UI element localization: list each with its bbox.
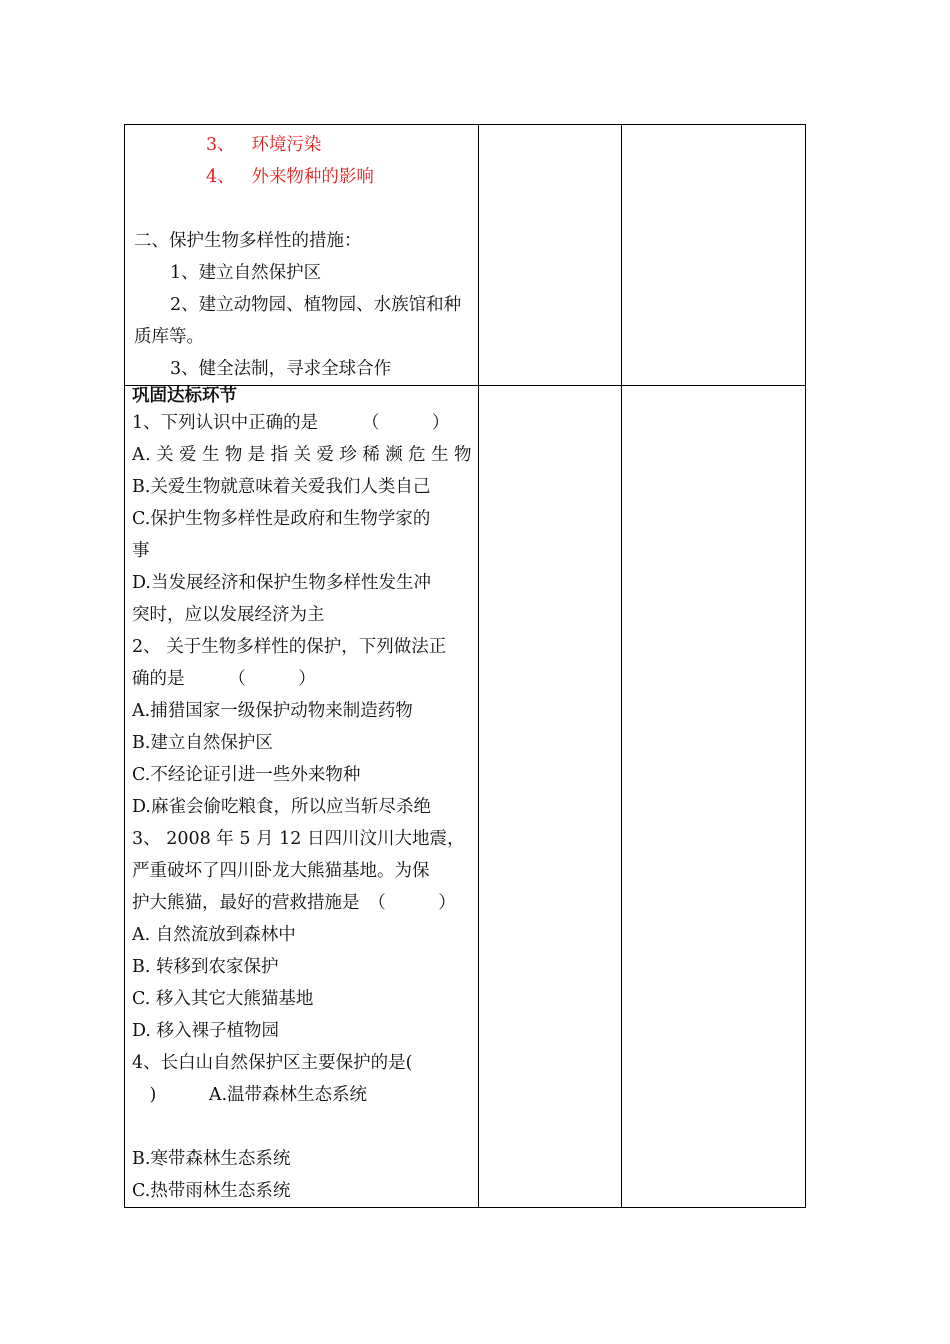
question-option: D.麻雀会偷吃粮食，所以应当斩尽杀绝 <box>132 797 431 817</box>
question-option: A. 自然流放到森林中 <box>132 925 296 945</box>
lesson-table <box>124 124 806 1208</box>
measure-item-continued: 质库等。 <box>134 327 204 347</box>
notes-cell <box>479 125 622 386</box>
measure-item: 1、建立自然保护区 <box>170 263 322 283</box>
question-option: D. 移入裸子植物园 <box>132 1021 280 1041</box>
question-stem-continued: 确的是 （ ） <box>132 669 316 689</box>
red-list-item: 4、 外来物种的影响 <box>206 167 374 187</box>
question-stem-continued: ) A.温带森林生态系统 <box>132 1085 368 1105</box>
question-stem: 3、 2008 年 5 月 12 日四川汶川大地震， <box>132 829 465 849</box>
question-stem-continued: 护大熊猫，最好的营救措施是 （ ） <box>132 893 456 913</box>
question-option: A.捕猎国家一级保护动物来制造药物 <box>132 701 413 721</box>
measure-item: 2、建立动物园、植物园、水族馆和种 <box>170 295 462 315</box>
question-option: B. 转移到农家保护 <box>132 957 279 977</box>
question-stem: 2、 关于生物多样性的保护，下列做法正 <box>132 637 447 657</box>
notes-cell <box>622 125 806 386</box>
question-option-continued: 突时，应以发展经济为主 <box>132 605 325 625</box>
question-option: C.保护生物多样性是政府和生物学家的 <box>132 509 431 529</box>
notes-cell <box>622 386 806 1208</box>
section-heading: 巩固达标环节 <box>132 386 237 406</box>
question-option: D.当发展经济和保护生物多样性发生冲 <box>132 573 431 593</box>
question-option: B.寒带森林生态系统 <box>132 1149 291 1169</box>
table-row <box>125 125 806 386</box>
question-option: C.不经论证引进一些外来物种 <box>132 765 361 785</box>
section-heading: 二、保护生物多样性的措施： <box>134 231 362 251</box>
red-list-item: 3、 环境污染 <box>206 135 322 155</box>
question-stem: 1、下列认识中正确的是 （ ） <box>132 413 450 433</box>
question-stem-continued: 严重破坏了四川卧龙大熊猫基地。为保 <box>132 861 430 881</box>
content-cell <box>125 125 479 386</box>
notes-cell <box>479 386 622 1208</box>
question-option: B.关爱生物就意味着关爱我们人类自己 <box>132 477 431 497</box>
question-option: C. 移入其它大熊猫基地 <box>132 989 314 1009</box>
question-option-continued: 事 <box>132 541 150 561</box>
question-stem: 4、长白山自然保护区主要保护的是( <box>132 1053 413 1073</box>
question-option: C.热带雨林生态系统 <box>132 1181 291 1201</box>
question-option: B.建立自然保护区 <box>132 733 273 753</box>
question-option: A.关爱生物是指关爱珍稀濒危生物 <box>132 445 472 465</box>
table-row <box>125 386 806 1208</box>
measure-item: 3、健全法制，寻求全球合作 <box>170 359 392 379</box>
content-cell <box>125 386 479 1208</box>
